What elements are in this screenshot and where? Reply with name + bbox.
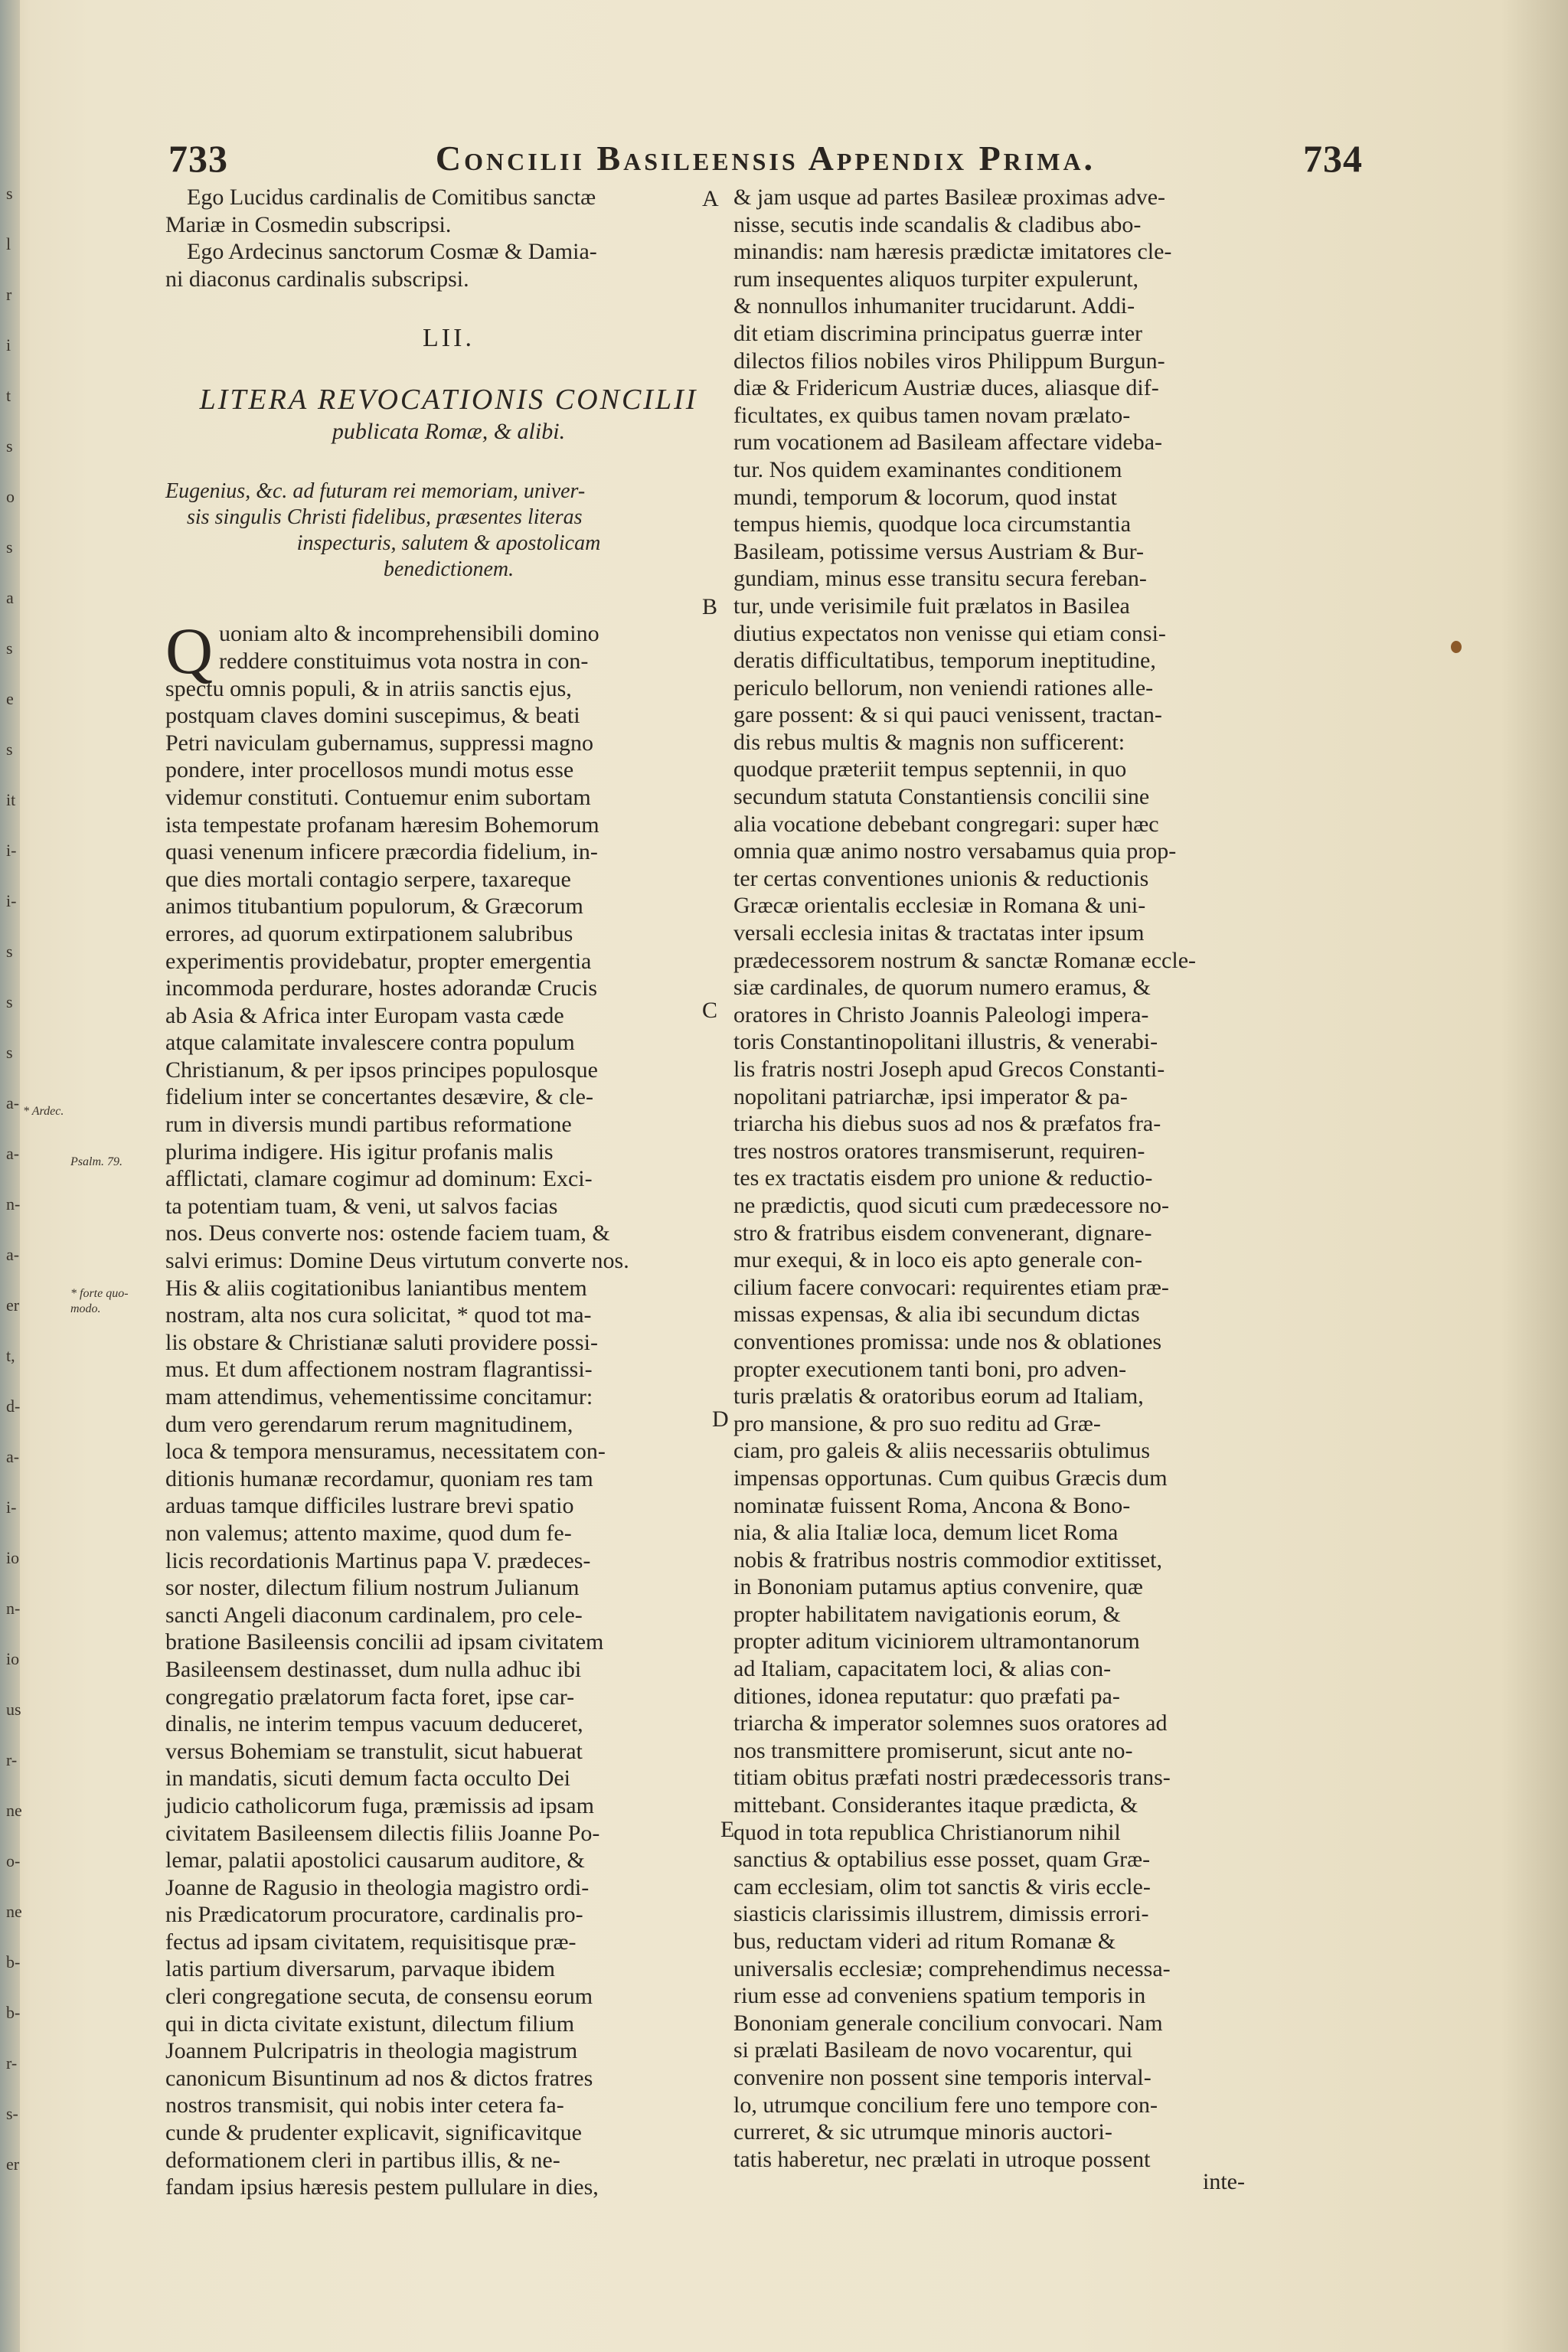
body-line: & jam usque ad partes Basileæ proximas adve-	[733, 185, 1166, 210]
facing-page-fragment: b-	[6, 1952, 21, 1971]
section-number: LII.	[423, 324, 475, 353]
body-line: gundiam, minus esse transitu secura fereban-	[733, 566, 1147, 592]
facing-page-fragment: a	[6, 588, 14, 607]
body-line: nia, & alia Italiæ loca, demum licet Roma	[733, 1520, 1119, 1546]
body-line: in Bononiam putamus aptius convenire, quæ	[733, 1574, 1143, 1600]
facing-page-fragment: ne	[6, 1801, 22, 1820]
right-body-lines	[733, 184, 1315, 2173]
facing-page-fragment: s	[6, 1043, 13, 1062]
body-line: oratores in Christo Joannis Paleologi impera-	[733, 1001, 1149, 1027]
salutation	[165, 478, 732, 582]
salutation-line: benedictionem.	[383, 557, 514, 582]
body-line: quod in tota republica Christianorum nihil	[733, 1819, 1121, 1845]
body-line: siasticis clarissimis illustrem, dimissis errori-	[733, 1901, 1149, 1927]
body-line: plurima indigere. His igitur profanis malis	[165, 1138, 554, 1165]
body-line: prædecessorem nostrum & sanctæ Romanæ eccle-	[733, 947, 1197, 973]
letter-title: LITERA REVOCATIONIS CONCILII	[199, 384, 698, 416]
body-line: bratione Basileensis concilii ad ipsam civitatem	[165, 1629, 604, 1655]
body-line: His & aliis cogitationibus laniantibus mentem	[165, 1275, 587, 1301]
section-letter-d: D	[712, 1406, 729, 1432]
body-line: diæ & Fridericum Austriæ duces, aliasque dif-	[733, 375, 1159, 401]
body-line: deratis difficultatibus, temporum ineptitudine,	[733, 648, 1156, 674]
body-line: cilium facere convocari: requirentes etiam præ-	[733, 1274, 1169, 1300]
section-letter-c: C	[702, 998, 718, 1023]
facing-page-fragment: i-	[6, 841, 17, 860]
body-line: cam ecclesiam, olim tot sanctis & viris eccle-	[733, 1873, 1151, 1900]
facing-page-fragment: d-	[6, 1396, 21, 1416]
body-line: ter certas conventiones unionis & reductionis	[733, 865, 1149, 891]
body-line: arduas tamque difficiles lustrare brevi spatio	[165, 1493, 574, 1519]
facing-page-fragment: o	[6, 487, 15, 506]
facing-page-fragment: o-	[6, 1851, 21, 1870]
body-line: nostros transmisit, qui nobis inter cetera fa-	[165, 2092, 564, 2118]
body-line: propter habilitatem navigationis eorum, &	[733, 1601, 1121, 1627]
body-line: dilectos filios nobiles viros Philippum Burgun-	[733, 348, 1165, 374]
body-line: videmur constituti. Contuemur enim subortam	[165, 784, 591, 810]
ink-stain	[1451, 641, 1462, 653]
body-line: ditiones, idonea reputatur: quo præfati pa-	[733, 1683, 1120, 1709]
salutation-line: inspecturis, salutem & apostolicam	[296, 531, 601, 556]
facing-page-fragment: io	[6, 1649, 20, 1668]
facing-page-fragment: us	[6, 1700, 21, 1719]
body-line: propter aditum viciniorem ultramontanorum	[733, 1628, 1140, 1655]
body-line: missas expensas, & alia ibi secundum dictas	[733, 1302, 1140, 1328]
body-line: ciam, pro galeis & aliis necessariis obtulimus	[733, 1438, 1151, 1464]
left-column	[165, 184, 735, 2201]
body-line: atque calamitate invalescere contra populum	[165, 1030, 575, 1056]
body-line: mundi, temporum & locorum, quod instat	[733, 484, 1117, 510]
body-line: latis partium diversarum, parvaque ibidem	[165, 1956, 556, 1982]
signature-line: Ego Lucidus cardinalis de Comitibus sanctæ	[187, 185, 596, 210]
body-line: nis Prædicatorum procuratore, cardinalis pro-	[165, 1902, 583, 1928]
body-line: omnia quæ animo nostro versabamus quia prop-	[733, 838, 1177, 864]
body-line: triarcha his diebus suos ad nos & præfatos fra-	[733, 1111, 1161, 1137]
body-line: mittebant. Considerantes itaque prædicta, &	[733, 1792, 1138, 1818]
body-line: dit etiam discrimina principatus guerræ inter	[733, 320, 1143, 346]
body-line: uoniam alto & incomprehensibili domino	[219, 621, 599, 647]
body-line: fectus ad ipsam civitatem, requisitisque præ-	[165, 1929, 577, 1955]
facing-page-fragment: r-	[6, 2053, 18, 2073]
body-line: Bononiam generale concilium convocari. Nam	[733, 2010, 1163, 2036]
body-line: rum vocationem ad Basileam affectare videba-	[733, 430, 1163, 456]
left-body-lines	[165, 614, 735, 2200]
body-line: cunde & prudenter explicavit, significavitque	[165, 2120, 582, 2146]
body-line: mam attendimus, vehementissime concitamur:	[165, 1384, 593, 1410]
body-line: ficultates, ex quibus tamen novam prælato-	[733, 402, 1131, 428]
facing-page-fragment: s-	[6, 2104, 18, 2123]
body-line: experimentis providebatur, propter emergentia	[165, 948, 592, 974]
body-line: siæ cardinales, de quorum numero eramus, &	[733, 975, 1151, 1001]
body-line: turis prælatis & oratoribus eorum ad Italiam,	[733, 1383, 1144, 1410]
body-line: Basileam, potissime versus Austriam & Bur-	[733, 538, 1145, 564]
body-line: nisse, secutis inde scandalis & cladibus abo-	[733, 211, 1142, 237]
facing-page-fragment: b-	[6, 2003, 21, 2022]
page-number-left: 733	[168, 137, 228, 180]
body-line: Græcæ orientalis ecclesiæ in Romana & uni-	[733, 893, 1146, 919]
salutation-line: Eugenius, &c. ad futuram rei memoriam, univer-	[165, 479, 586, 504]
facing-page-fragment: r-	[6, 1750, 18, 1769]
facing-page-fragment: t,	[6, 1346, 15, 1365]
body-line: diutius expectatos non venisse qui etiam consi-	[733, 620, 1166, 646]
facing-page-fragment: s	[6, 184, 13, 203]
body-line: lis obstare & Christianæ saluti providere possi-	[165, 1329, 598, 1355]
body-line: afflictati, clamare cogimur ad dominum: Exci-	[165, 1166, 593, 1192]
body-line: mur exequi, & in loco eis apto generale con-	[733, 1247, 1142, 1273]
body-line: nominatæ fuissent Roma, Ancona & Bono-	[733, 1492, 1131, 1518]
body-line: stro & fratribus eisdem convenerant, dignare-	[733, 1220, 1152, 1246]
facing-page-fragment: s	[6, 436, 13, 456]
body-line: lis fratris nostri Joseph apud Grecos Constanti-	[733, 1057, 1165, 1082]
body-line: si prælati Basileam de novo vocarentur, qui	[733, 2037, 1133, 2063]
body-line: Joannem Pulcripatris in theologia magistrum	[165, 2038, 578, 2064]
body-line: sanctius & optabilius esse posset, quam Græ-	[733, 1847, 1151, 1873]
body-line: dum vero gerendarum rerum magnitudinem,	[165, 1411, 573, 1437]
body-line: gare possent: & si qui pauci venissent, tractan-	[733, 702, 1162, 728]
body-line: tempus hiemis, quodque loca circumstantia	[733, 511, 1132, 537]
body-line: lo, utrumque concilium fere uno tempore con-	[733, 2092, 1158, 2118]
body-line: titiam obitus præfati nostri prædecessoris trans-	[733, 1765, 1171, 1791]
body-line: judicio catholicorum fuga, præmissis ad ipsam	[165, 1792, 594, 1818]
facing-page-fragment: er	[6, 2154, 20, 2174]
body-line: tur, unde verisimile fuit prælatos in Basilea	[733, 593, 1130, 619]
body-line: secundum statuta Constantiensis concilii sine	[733, 784, 1150, 810]
facing-page-fragment: s	[6, 942, 13, 961]
catchword: inte-	[1203, 2169, 1245, 2194]
section-letter-e: E	[720, 1817, 735, 1842]
body-line: deformationem cleri in partibus illis, & ne-	[165, 2147, 560, 2173]
facing-page-fragment: l	[6, 234, 11, 253]
margin-note-psalm: Psalm. 79.	[70, 1155, 122, 1168]
body-line: rium esse ad conveniens spatium temporis in	[733, 1983, 1146, 2009]
running-header	[168, 129, 1363, 182]
body-line: curreret, & sic utrumque minoris auctori-	[733, 2119, 1112, 2145]
body-line: & nonnullos inhumaniter trucidarunt. Addi-	[733, 293, 1135, 319]
facing-page-fragment: t	[6, 386, 11, 405]
right-column	[733, 184, 1315, 2173]
body-line: sor noster, dilectum filium nostrum Julianum	[165, 1575, 580, 1601]
body-line: sancti Angeli diaconum cardinalem, pro cele-	[165, 1602, 583, 1628]
body-line: reddere constituimus vota nostra in con-	[219, 648, 589, 674]
facing-page-fragment: a-	[6, 1447, 20, 1466]
body-line: alia vocatione debebant congregari: super hæc	[733, 811, 1159, 837]
body-line: qui in dicta civitate existunt, dilectum filium	[165, 2011, 575, 2037]
facing-page-fragment: i-	[6, 1498, 17, 1517]
facing-page-fragment: it	[6, 790, 16, 809]
body-line: Christianum, & per ipsos principes populosque	[165, 1057, 598, 1083]
body-line: licis recordationis Martinus papa V. prædeces-	[165, 1547, 591, 1573]
facing-page-fragment: i	[6, 335, 11, 354]
body-line: incommoda perdurare, hostes adorandæ Crucis	[165, 975, 598, 1001]
body-line: Petri naviculam gubernamus, suppressi magno	[165, 730, 594, 756]
facing-page-fragment: ne	[6, 1902, 22, 1921]
body-line: postquam claves domini suscepimus, & beati	[165, 703, 580, 729]
body-line: Joanne de Ragusio in theologia magistro ordi-	[165, 1874, 590, 1900]
facing-page-fragment: e	[6, 689, 14, 708]
body-line: ista tempestate profanam hæresim Bohemorum	[165, 812, 599, 838]
body-line: loca & tempora mensuramus, necessitatem con-	[165, 1439, 606, 1465]
body-line: triarcha & imperator solemnes suos oratores ad	[733, 1710, 1168, 1736]
body-line: versus Bohemiam se transtulit, sicut habuerat	[165, 1738, 583, 1764]
body-line: quodque præteriit tempus septennii, in quo	[733, 756, 1127, 782]
facing-page-fragment: s	[6, 992, 13, 1011]
body-line: tes ex tractatis eisdem pro unione & reductio-	[733, 1165, 1153, 1191]
body-line: nos. Deus converte nos: ostende faciem tuam, &	[165, 1220, 610, 1246]
body-line: dis rebus multis & magnis non sufficerent:	[733, 729, 1125, 755]
facing-page-fragment: er	[6, 1295, 20, 1315]
body-line: minandis: nam hæresis prædictæ imitatores cle-	[733, 239, 1172, 265]
facing-page-fragment: s	[6, 740, 13, 759]
signature-line: Ego Ardecinus sanctorum Cosmæ & Damia-	[187, 239, 597, 265]
body-line: periculo bellorum, non veniendi rationes alle-	[733, 675, 1154, 701]
body-line: civitatem Basileensem dilectis filiis Joanne Po-	[165, 1820, 600, 1846]
body-line: nobis & fratribus nostris commodior extitisset,	[733, 1547, 1162, 1573]
margin-note-ardec: * Ardec.	[23, 1105, 64, 1118]
facing-page-fragment: a-	[6, 1093, 20, 1112]
body-line: non valemus; attento maxime, quod dum fe-	[165, 1520, 572, 1546]
page-number-right: 734	[1303, 137, 1363, 180]
facing-page-fragment: io	[6, 1548, 20, 1567]
facing-page-fragment: i-	[6, 891, 17, 910]
body-line: errores, ad quorum extirpationem salubribus	[165, 920, 573, 946]
signature-line: Mariæ in Cosmedin subscripsi.	[165, 211, 452, 237]
facing-page-fragment: r	[6, 285, 12, 304]
body-line: cleri congregatione secuta, de consensu eorum	[165, 1984, 593, 2010]
body-line: Basileensem destinasset, dum nulla adhuc ibi	[165, 1656, 582, 1682]
body-line: congregatio prælatorum facta foret, ipse car-	[165, 1684, 575, 1710]
body-line: propter executionem tanti boni, pro adven-	[733, 1356, 1127, 1382]
body-line: bus, reductam videri ad ritum Romanæ &	[733, 1929, 1116, 1954]
body-line: lemar, palatii apostolici causarum auditore, &	[165, 1847, 585, 1873]
body-line: convenire non possent sine temporis interval-	[733, 2064, 1152, 2090]
section-letter-b: B	[702, 594, 718, 619]
body-line: ditionis humanæ recordamur, quoniam res tam	[165, 1465, 593, 1491]
section-letter-a: A	[702, 186, 719, 211]
body-line: tur. Nos quidem examinantes conditionem	[733, 456, 1122, 482]
body-line: ab Asia & Africa inter Europam vasta cæde	[165, 1002, 564, 1028]
body-line: fidelium inter se concertantes desævire, & cle-	[165, 1084, 593, 1110]
body-line: rum in diversis mundi partibus reformatione	[165, 1112, 572, 1138]
body-line: mus. Et dum affectionem nostram flagrantissi-	[165, 1357, 593, 1383]
signature-line: ni diaconus cardinalis subscripsi.	[165, 266, 469, 292]
body-line: spectu omnis populi, & in atriis sanctis ejus,	[165, 675, 572, 701]
facing-page-fragment: a-	[6, 1245, 20, 1264]
body-line: conventiones promissa: unde nos & oblationes	[733, 1328, 1162, 1354]
body-line: tres nostros oratores transmiserunt, requiren-	[733, 1138, 1145, 1164]
facing-page-fragment: s	[6, 537, 13, 557]
body-line: quasi venenum inficere præcordia fidelium, in-	[165, 839, 598, 865]
body-line: dinalis, ne interim tempus vacuum deduceret,	[165, 1711, 583, 1737]
salutation-line: sis singulis Christi fidelibus, præsentes literas	[187, 505, 583, 530]
letter-body-left	[165, 614, 735, 2200]
facing-page-fragment: n-	[6, 1599, 21, 1618]
body-line: universalis ecclesiæ; comprehendimus necessa-	[733, 1955, 1171, 1981]
body-line: nostram, alta nos cura solicitat, * quod tot ma-	[165, 1302, 592, 1328]
facing-page-fragment: s	[6, 639, 13, 658]
body-line: pondere, inter procellosos mundi motus esse	[165, 757, 574, 783]
margin-note-forte: * forte quo-modo.	[70, 1287, 129, 1315]
body-line: fandam ipsius hæresis pestem pullulare in dies,	[165, 2174, 599, 2200]
letter-subtitle: publicata Romæ, & alibi.	[332, 419, 566, 445]
body-line: animos titubantium populorum, & Græcorum	[165, 893, 583, 920]
body-line: toris Constantinopolitani illustris, & venerabi-	[733, 1029, 1158, 1055]
body-line: nos transmittere promiserunt, sicut ante no-	[733, 1737, 1133, 1763]
running-title: Concilii Basileensis Appendix Prima.	[435, 139, 1096, 178]
body-line: salvi erimus: Domine Deus virtutum converte nos.	[165, 1248, 629, 1274]
body-line: versali ecclesia initas & tractatas inter ipsum	[733, 920, 1145, 946]
body-line: pro mansione, & pro suo reditu ad Græ-	[733, 1410, 1101, 1436]
signatures	[165, 184, 732, 292]
facing-page-fragment: a-	[6, 1144, 20, 1163]
body-line: rum insequentes aliquos turpiter expulerunt,	[733, 266, 1139, 292]
body-line: canonicum Bisuntinum ad nos & dictos fratres	[165, 2065, 593, 2091]
body-line: ne prædictis, quod sicuti cum prædecessore no-	[733, 1192, 1170, 1218]
body-line: ta potentiam tuam, & veni, ut salvos facias	[165, 1193, 558, 1219]
body-line: nopolitani patriarchæ, ipsi imperator & pa-	[733, 1083, 1128, 1109]
body-line: impensas opportunas. Cum quibus Græcis dum	[733, 1465, 1168, 1491]
facing-page-fragment: n-	[6, 1194, 21, 1214]
drop-cap: Q	[165, 614, 214, 688]
body-line: in mandatis, sicuti demum facta occulto Dei	[165, 1766, 571, 1792]
body-line: ad Italiam, capacitatem loci, & alias con-	[733, 1656, 1112, 1682]
body-line: tatis haberetur, nec prælati in utroque possent	[733, 2146, 1151, 2172]
body-line: que dies mortali contagio serpere, taxareque	[165, 866, 571, 892]
